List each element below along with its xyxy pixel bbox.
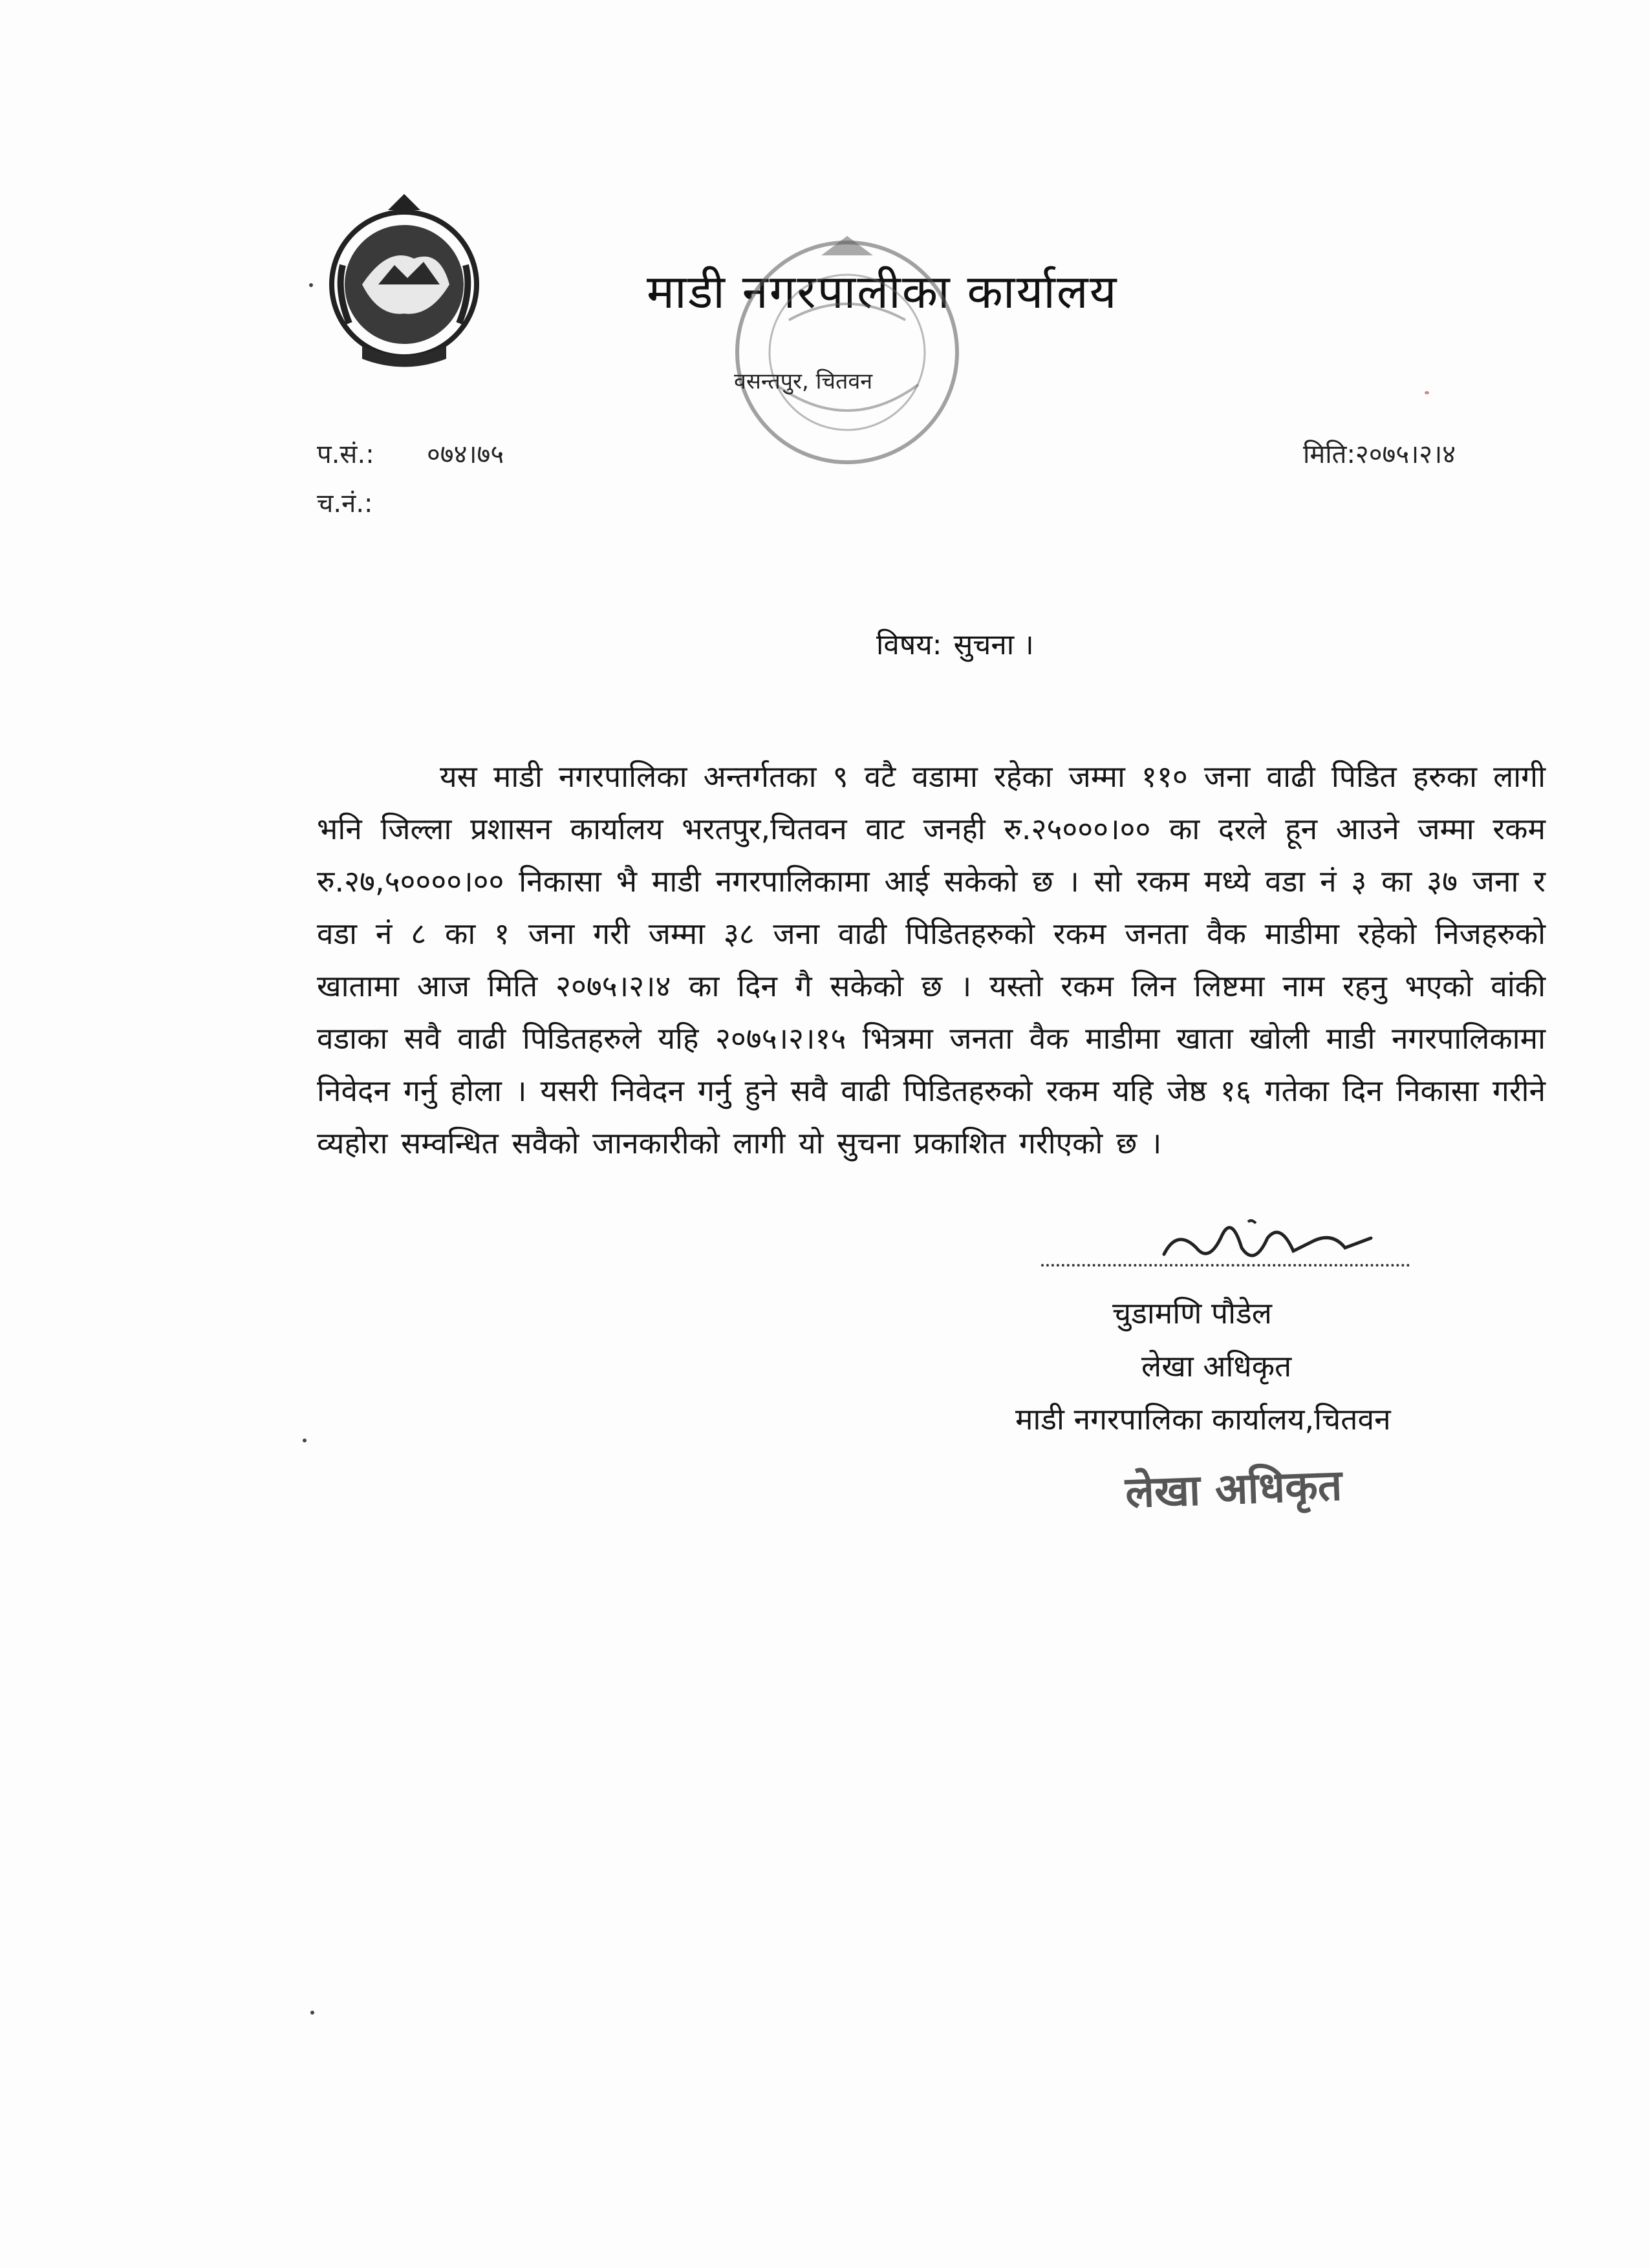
subject-label: विषय: (876, 628, 942, 661)
scan-speck (1425, 391, 1429, 394)
signatory-post: लेखा अधिकृत (1141, 1349, 1292, 1384)
office-address: वसन्तपुर, चितवन (734, 369, 873, 394)
post-rubber-stamp-icon (1112, 1448, 1371, 1526)
patra-sankhya-row (317, 430, 504, 479)
notice-body: यस माडी नगरपालिका अन्तर्गतका ९ वटै वडामा रहेका जम्मा ११० जना वाढी पिडित हरुका लागी भनि जिल्ला प्रशासन कार्यालय भरतपुर,चितवन वाट जनही रु.२५०००।०० का दरले हून आउने जम्मा रकम रु.२७,५००००।०० निकासा भै माडी नगरपालिकामा आई सकेको छ । सो रकम मध्ये वडा नं ३ का ३७ जना र वडा नं ८ का १ जना गरी जम्मा ३८ जना वाढी पिडितहरुको रकम जनता वैक माडीमा रहेको निजहरुको खातामा आज मिति २०७५।२।४ का दिन गै सकेको छ । यस्तो रकम लिन लिष्टमा नाम रहनु भएको वांकी वडाका सवै वाढी पिडितहरुले यहि २०७५।२।१५ भित्रमा जनता वैक माडीमा खाता खोली माडी नगरपालिकामा निवेदन गर्नु होला । यसरी निवेदन गर्नु हुने सवै वाढी पिडितहरुको रकम यहि जेष्ठ १६ गतेका दिन निकासा गरीने व्यहोरा सम्वन्धित सवैको जानकारीको लागी यो सुचना प्रकाशित गरीएको छ । (317, 759, 1546, 1161)
signatory-name: चुडामणि पौडेल (1112, 1296, 1272, 1331)
scan-speck (310, 2011, 314, 2015)
chalani-row (317, 479, 504, 528)
signatory-block (1009, 1287, 1513, 1446)
handwritten-signature-icon (1151, 1203, 1423, 1280)
svg-text:लेखा अधिकृत: लेखा अधिकृत (1124, 1460, 1343, 1518)
subject-value: सुचना । (953, 628, 1034, 661)
nepal-emblem-icon (317, 187, 491, 375)
patra-sankhya-value: ०७४।७५ (427, 440, 504, 469)
scan-speck (303, 1439, 307, 1442)
scan-speck (309, 283, 313, 287)
patra-sankhya-label: प.सं.: (317, 440, 374, 469)
signatory-office: माडी नगरपालिका कार्यालय,चितवन (1015, 1402, 1391, 1437)
subject-line (876, 624, 1034, 663)
municipality-round-stamp-icon (711, 217, 983, 488)
notice-date: मिति:२०७५।२।४ (1303, 440, 1456, 469)
reference-block (317, 430, 504, 528)
office-title: माडी नगरपालीका कार्यालय (647, 264, 1118, 319)
chalani-label: च.नं.: (317, 489, 373, 519)
